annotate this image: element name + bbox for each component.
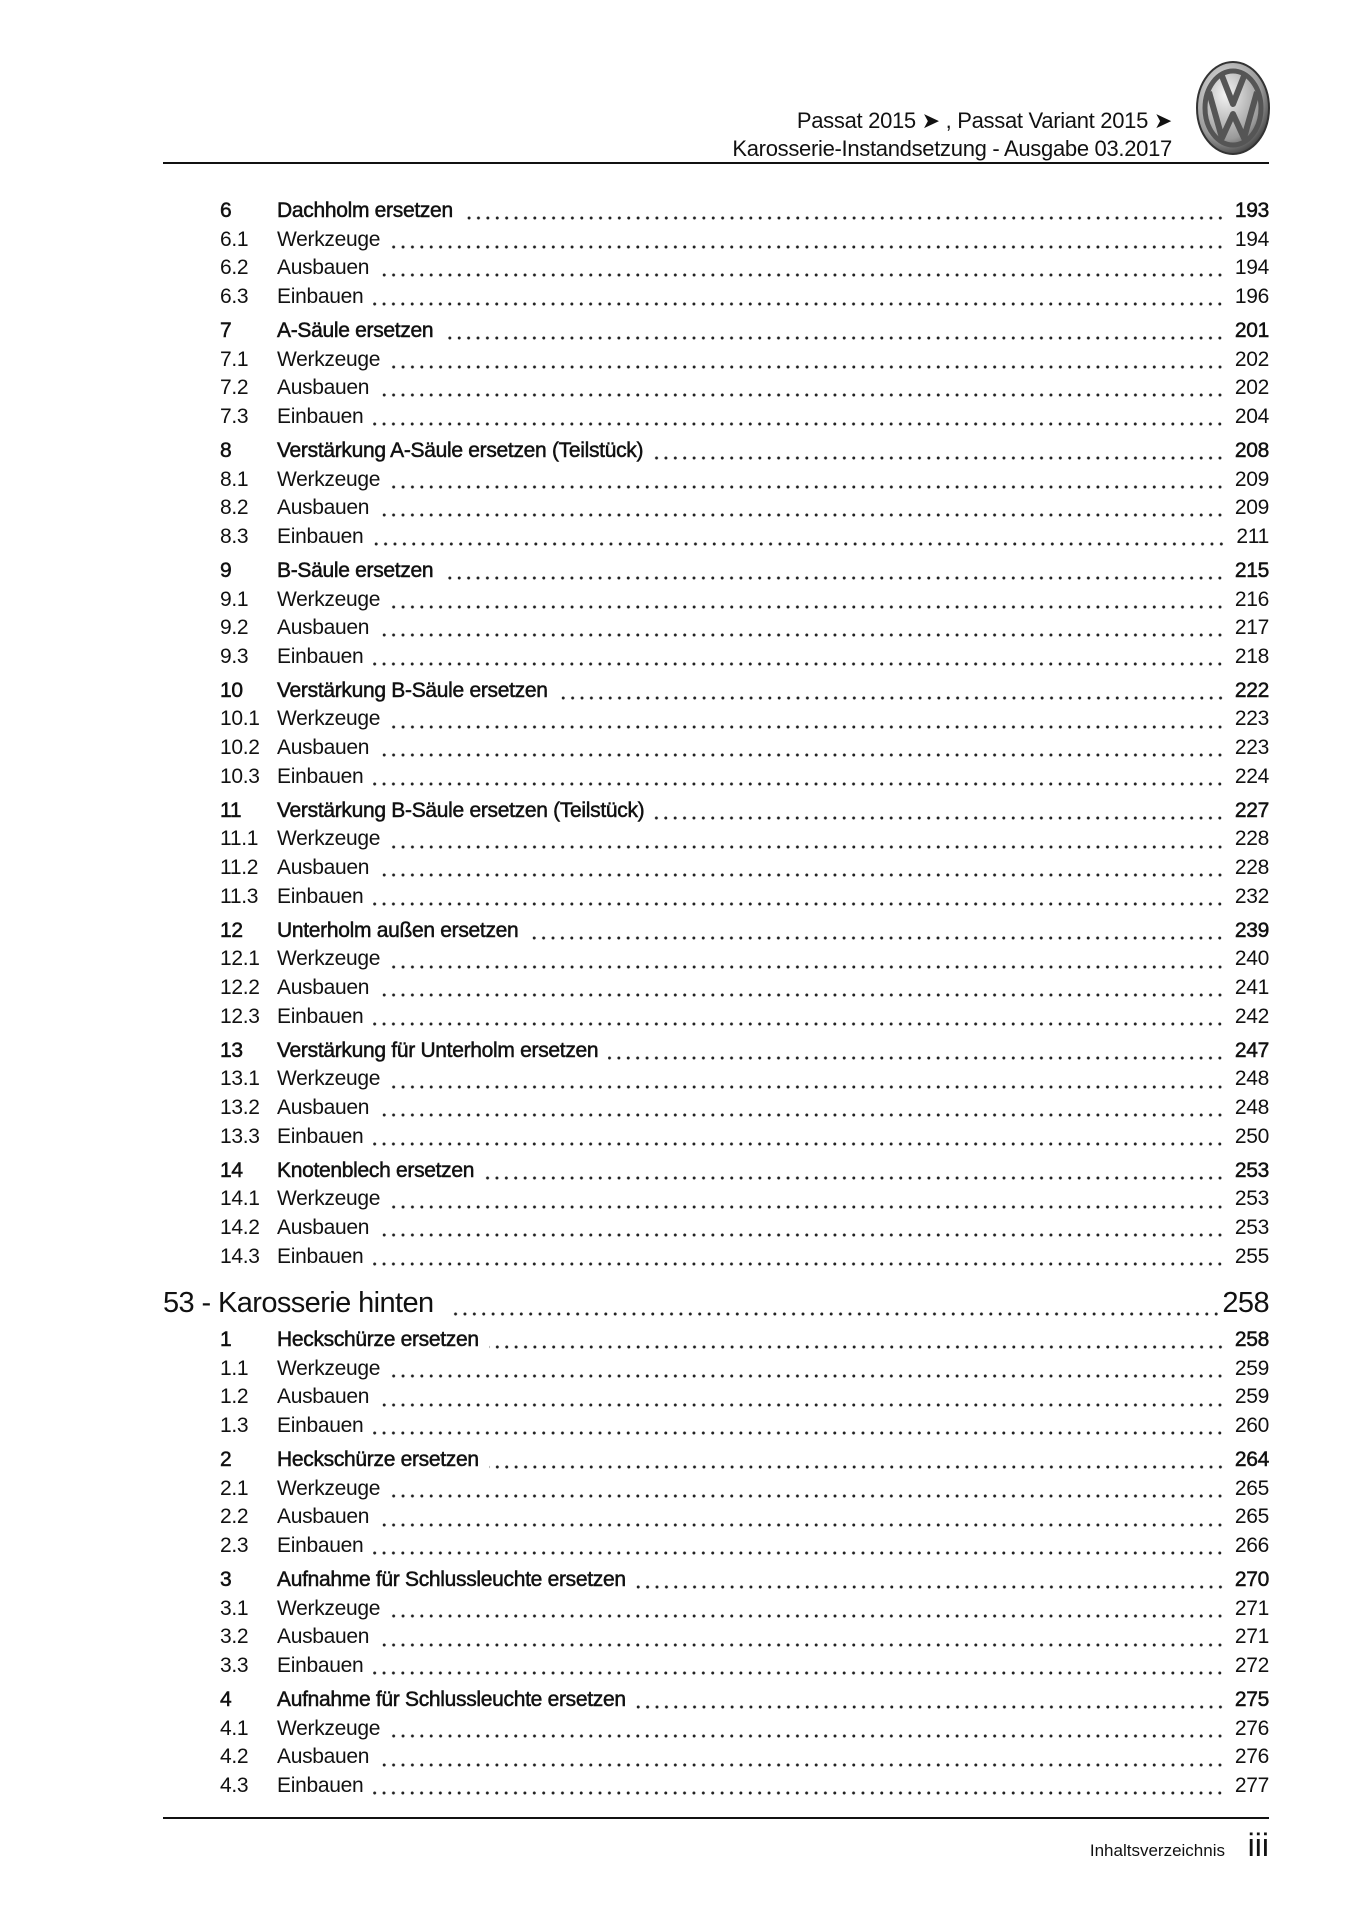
entry-page: 242 <box>1234 1004 1269 1028</box>
entry-page: 264 <box>1234 1448 1269 1472</box>
entry-number: 1.1 <box>220 1356 249 1380</box>
toc-subentry[interactable] <box>163 1005 1269 1034</box>
dot-leader <box>390 1373 1225 1379</box>
toc-group <box>163 439 1269 553</box>
toc-subentry[interactable] <box>163 228 1269 257</box>
entry-number: 12.2 <box>220 976 260 999</box>
entry-page: 241 <box>1234 976 1269 999</box>
footer-label: Inhaltsverzeichnis <box>1089 1841 1225 1860</box>
dot-leader <box>373 901 1225 907</box>
entry-number: 9 <box>220 558 232 582</box>
entry-title: Einbauen <box>277 284 364 308</box>
entry-title: Ausbauen <box>277 1095 370 1119</box>
entry-page: 224 <box>1234 764 1269 788</box>
entry-title: Werkzeuge <box>277 1067 381 1091</box>
toc-subentry[interactable] <box>163 616 1269 645</box>
dot-leader <box>373 1670 1225 1676</box>
entry-number: 4.3 <box>220 1773 249 1797</box>
toc-chapter-entry[interactable] <box>163 1448 1269 1477</box>
dot-leader <box>379 1232 1225 1238</box>
dot-leader <box>489 1344 1225 1350</box>
header-rule <box>163 162 1269 164</box>
entry-page: 259 <box>1234 1356 1269 1380</box>
entry-title: Werkzeuge <box>277 227 381 251</box>
entry-page: 228 <box>1234 856 1269 880</box>
dot-leader <box>373 1550 1225 1556</box>
entry-title: Ausbauen <box>277 1505 370 1529</box>
toc-subentry[interactable] <box>163 348 1269 377</box>
toc-chapter-entry[interactable] <box>163 1688 1269 1717</box>
toc-subentry[interactable] <box>163 1414 1269 1443</box>
entry-page: 202 <box>1234 376 1269 400</box>
entry-page: 271 <box>1234 1596 1269 1620</box>
entry-number: 3.1 <box>220 1596 249 1620</box>
entry-number: 12 <box>220 918 243 942</box>
entry-page: 202 <box>1234 347 1269 371</box>
toc-subentry[interactable] <box>163 1625 1269 1654</box>
entry-page: 250 <box>1234 1124 1269 1148</box>
entry-title: Werkzeuge <box>277 347 381 371</box>
dot-leader <box>443 335 1225 341</box>
toc-subentry[interactable] <box>163 645 1269 674</box>
entry-number: 6.3 <box>220 284 249 308</box>
toc-subentry[interactable] <box>163 976 1269 1005</box>
dot-leader <box>636 1584 1225 1590</box>
entry-page: 218 <box>1234 644 1269 668</box>
entry-page: 208 <box>1234 438 1269 462</box>
entry-title: Einbauen <box>277 644 364 668</box>
entry-number: 1.3 <box>220 1413 249 1437</box>
footer-rule <box>163 1817 1269 1819</box>
entry-title: Einbauen <box>277 1004 364 1028</box>
entry-number: 4 <box>220 1688 232 1712</box>
dot-leader <box>379 272 1225 278</box>
entry-page: 232 <box>1234 884 1269 908</box>
entry-page: 258 <box>1234 1328 1269 1352</box>
toc-chapter-entry[interactable] <box>163 1159 1269 1188</box>
toc-group <box>163 1039 1269 1153</box>
dot-leader <box>390 1493 1225 1499</box>
entry-title: Ausbauen <box>277 376 370 400</box>
entry-number: 11.2 <box>220 856 259 880</box>
toc-subentry[interactable] <box>163 1125 1269 1154</box>
dot-leader <box>390 1204 1225 1210</box>
dot-leader <box>379 1112 1225 1118</box>
entry-page: 247 <box>1234 1038 1269 1062</box>
entry-page: 265 <box>1234 1476 1269 1500</box>
entry-number: 11.1 <box>220 827 259 851</box>
entry-number: 12.3 <box>220 1004 260 1028</box>
toc-group <box>163 679 1269 793</box>
dot-leader <box>463 215 1225 221</box>
entry-number: 7.2 <box>220 376 249 400</box>
entry-page: 216 <box>1234 587 1269 611</box>
entry-title: Einbauen <box>277 1533 364 1557</box>
toc-group <box>163 559 1269 673</box>
entry-page: 223 <box>1234 736 1269 760</box>
toc-subentry[interactable] <box>163 1597 1269 1626</box>
toc-group <box>163 1448 1269 1562</box>
entry-title: Werkzeuge <box>277 1356 381 1380</box>
entry-title: Ausbauen <box>277 976 370 999</box>
toc-chapter-entry[interactable] <box>163 919 1269 948</box>
entry-title: Aufnahme für Schlussleuchte ersetzen <box>277 1688 626 1712</box>
entry-number: 2.1 <box>220 1476 249 1500</box>
entry-page: 253 <box>1234 1215 1269 1239</box>
entry-title: Einbauen <box>277 404 364 428</box>
dot-leader <box>390 844 1225 850</box>
entry-title: Einbauen <box>277 1773 364 1797</box>
entry-number: 10.3 <box>220 764 260 788</box>
entry-title: Werkzeuge <box>277 1596 381 1620</box>
entry-page: 260 <box>1234 1413 1269 1437</box>
toc-subentry[interactable] <box>163 1774 1269 1803</box>
toc-chapter-entry[interactable] <box>163 199 1269 228</box>
entry-page: 248 <box>1234 1095 1269 1119</box>
entry-title: Ausbauen <box>277 1625 370 1649</box>
entry-page: 255 <box>1234 1244 1269 1268</box>
entry-page: 223 <box>1234 707 1269 731</box>
dot-leader <box>373 421 1225 427</box>
toc-subentry[interactable] <box>163 1505 1269 1534</box>
entry-title: Einbauen <box>277 1244 364 1268</box>
dot-leader <box>379 752 1225 758</box>
entry-number: 9.3 <box>220 644 249 668</box>
dot-leader <box>484 1175 1225 1181</box>
entry-page: 194 <box>1234 227 1269 251</box>
entry-number: 9.2 <box>220 616 249 640</box>
entry-number: 8.2 <box>220 496 249 520</box>
entry-page: 204 <box>1234 404 1269 428</box>
toc-subentry[interactable] <box>163 1717 1269 1746</box>
entry-title: Verstärkung B-Säule ersetzen <box>277 678 548 702</box>
toc-group <box>163 1159 1269 1273</box>
entry-page: 275 <box>1234 1688 1269 1712</box>
toc-chapter-entry[interactable] <box>163 1039 1269 1068</box>
entry-number: 13.3 <box>220 1124 260 1148</box>
entry-number: 14.2 <box>220 1215 260 1239</box>
entry-title: Ausbauen <box>277 1215 370 1239</box>
entry-page: 222 <box>1234 678 1269 702</box>
entry-number: 10.1 <box>220 707 260 731</box>
entry-page: 215 <box>1234 558 1269 582</box>
entry-title: Ausbauen <box>277 1385 370 1409</box>
toc-chapter-entry[interactable] <box>163 439 1269 468</box>
entry-number: 4.1 <box>220 1716 249 1740</box>
dot-leader <box>390 244 1225 250</box>
entry-page: 239 <box>1234 918 1269 942</box>
entry-number: 9.1 <box>220 587 249 611</box>
toc-subentry[interactable] <box>163 947 1269 976</box>
toc-subentry[interactable] <box>163 827 1269 856</box>
entry-title: Einbauen <box>277 884 364 908</box>
toc-group <box>163 319 1269 433</box>
dot-leader <box>379 872 1225 878</box>
toc-chapter-entry[interactable] <box>163 1568 1269 1597</box>
dot-leader <box>373 1021 1225 1027</box>
dot-leader <box>390 364 1225 370</box>
dot-leader <box>373 1141 1225 1147</box>
toc-subentry[interactable] <box>163 376 1269 405</box>
entry-page: 271 <box>1234 1625 1269 1649</box>
dot-leader <box>390 484 1225 490</box>
entry-page: 201 <box>1234 318 1269 342</box>
entry-title: Werkzeuge <box>277 467 381 491</box>
dot-leader <box>379 992 1225 998</box>
entry-title: Ausbauen <box>277 256 370 280</box>
dot-leader <box>373 541 1226 547</box>
toc-subentry[interactable] <box>163 468 1269 497</box>
table-of-contents <box>163 199 1269 1808</box>
entry-title: Verstärkung B-Säule ersetzen (Teilstück) <box>277 798 645 822</box>
toc-subentry[interactable] <box>163 256 1269 285</box>
entry-page: 228 <box>1234 827 1269 851</box>
toc-subentry[interactable] <box>163 1216 1269 1245</box>
entry-number: 14 <box>220 1158 243 1182</box>
entry-page: 259 <box>1234 1385 1269 1409</box>
entry-number: 6.1 <box>220 227 249 251</box>
entry-title: Unterholm außen ersetzen <box>277 918 519 942</box>
toc-subentry[interactable] <box>163 405 1269 434</box>
entry-title: Einbauen <box>277 524 364 548</box>
dot-leader <box>489 1464 1225 1470</box>
entry-number: 1 <box>220 1328 232 1352</box>
dot-leader <box>373 301 1225 307</box>
entry-page: 276 <box>1234 1716 1269 1740</box>
dot-leader <box>373 1790 1225 1796</box>
entry-number: 10.2 <box>220 736 260 760</box>
toc-section-heading[interactable] <box>163 1287 1269 1327</box>
toc-subentry[interactable] <box>163 856 1269 885</box>
toc-group <box>163 1688 1269 1802</box>
entry-title: Einbauen <box>277 1653 364 1677</box>
dot-leader <box>379 1402 1225 1408</box>
entry-title: Aufnahme für Schlussleuchte ersetzen <box>277 1568 626 1592</box>
dot-leader <box>636 1704 1225 1710</box>
entry-title: Einbauen <box>277 764 364 788</box>
entry-number: 3 <box>220 1568 232 1592</box>
toc-subentry[interactable] <box>163 285 1269 314</box>
entry-title: A-Säule ersetzen <box>277 318 434 342</box>
dot-leader <box>379 392 1225 398</box>
toc-chapter-entry[interactable] <box>163 799 1269 828</box>
dot-leader <box>373 661 1225 667</box>
toc-group <box>163 1328 1269 1442</box>
toc-group <box>163 799 1269 913</box>
entry-title: Werkzeuge <box>277 1716 381 1740</box>
dot-leader <box>379 632 1225 638</box>
toc-chapter-entry[interactable] <box>163 679 1269 708</box>
entry-title: Werkzeuge <box>277 947 381 971</box>
dot-leader <box>653 455 1225 461</box>
toc-subentry[interactable] <box>163 1245 1269 1274</box>
dot-leader <box>379 1642 1225 1648</box>
entry-number: 6 <box>220 199 232 222</box>
entry-number: 7.3 <box>220 404 249 428</box>
entry-number: 7 <box>220 318 232 342</box>
dot-leader <box>390 1084 1225 1090</box>
entry-page: 276 <box>1234 1745 1269 1769</box>
dot-leader <box>390 1613 1225 1619</box>
entry-page: 217 <box>1234 616 1269 640</box>
entry-title: Verstärkung für Unterholm ersetzen <box>277 1038 599 1062</box>
entry-page: 193 <box>1234 199 1269 222</box>
toc-chapter-entry[interactable] <box>163 1328 1269 1357</box>
dot-leader <box>528 935 1224 941</box>
entry-title: Verstärkung A-Säule ersetzen (Teilstück) <box>277 438 644 462</box>
vw-logo-icon <box>1195 60 1271 156</box>
dot-leader <box>379 1762 1225 1768</box>
dot-leader <box>448 1311 1221 1317</box>
toc-group <box>163 1568 1269 1682</box>
entry-page: 240 <box>1234 947 1269 971</box>
entry-number: 13.1 <box>220 1067 260 1091</box>
footer-page-number: iii <box>1247 1827 1269 1863</box>
dot-leader <box>390 604 1225 610</box>
entry-number: 13 <box>220 1038 243 1062</box>
entry-title: Werkzeuge <box>277 1476 381 1500</box>
dot-leader <box>373 1430 1225 1436</box>
entry-title: Dachholm ersetzen <box>277 199 453 222</box>
entry-page: 227 <box>1234 798 1269 822</box>
entry-title: Werkzeuge <box>277 1187 381 1211</box>
entry-number: 1.2 <box>220 1385 249 1409</box>
entry-page: 196 <box>1234 284 1269 308</box>
entry-number: 10 <box>220 678 243 702</box>
entry-number: 14.1 <box>220 1187 260 1211</box>
toc-subentry[interactable] <box>163 1534 1269 1563</box>
dot-leader <box>390 724 1225 730</box>
entry-number: 3.3 <box>220 1653 249 1677</box>
dot-leader <box>379 512 1225 518</box>
toc-subentry[interactable] <box>163 1745 1269 1774</box>
toc-subentry[interactable] <box>163 885 1269 914</box>
entry-page: 277 <box>1234 1773 1269 1797</box>
toc-subentry[interactable] <box>163 1654 1269 1683</box>
entry-title: Werkzeuge <box>277 587 381 611</box>
entry-number: 12.1 <box>220 947 260 971</box>
toc-subentry[interactable] <box>163 1096 1269 1125</box>
entry-number: 13.2 <box>220 1095 260 1119</box>
entry-title: Werkzeuge <box>277 827 381 851</box>
entry-number: 11.3 <box>220 884 259 908</box>
entry-page: 248 <box>1234 1067 1269 1091</box>
toc-subentry[interactable] <box>163 525 1269 554</box>
toc-subentry[interactable] <box>163 707 1269 736</box>
entry-number: 2.2 <box>220 1505 249 1529</box>
entry-title: Ausbauen <box>277 616 370 640</box>
toc-subentry[interactable] <box>163 1187 1269 1216</box>
entry-title: Heckschürze ersetzen <box>277 1328 479 1352</box>
toc-chapter-entry[interactable] <box>163 559 1269 588</box>
entry-page: 253 <box>1234 1187 1269 1211</box>
dot-leader <box>390 964 1225 970</box>
entry-number: 6.2 <box>220 256 249 280</box>
toc-subentry[interactable] <box>163 1357 1269 1386</box>
entry-number: 14.3 <box>220 1244 260 1268</box>
entry-number: 7.1 <box>220 347 249 371</box>
entry-title: Einbauen <box>277 1413 364 1437</box>
dot-leader <box>654 815 1225 821</box>
entry-title: Ausbauen <box>277 736 370 760</box>
dot-leader <box>558 695 1225 701</box>
header-manual-title: Karosserie-Instandsetzung - Ausgabe 03.2017 <box>732 136 1172 161</box>
toc-group <box>163 919 1269 1033</box>
entry-page: 253 <box>1234 1158 1269 1182</box>
toc-subentry[interactable] <box>163 1385 1269 1414</box>
toc-subentry[interactable] <box>163 1477 1269 1506</box>
entry-title: Werkzeuge <box>277 707 381 731</box>
header-vehicle-models: Passat 2015 ➤ , Passat Variant 2015 ➤ <box>796 108 1172 133</box>
entry-page: 265 <box>1234 1505 1269 1529</box>
entry-title: Ausbauen <box>277 1745 370 1769</box>
entry-page: 211 <box>1236 524 1269 548</box>
dot-leader <box>443 575 1225 581</box>
dot-leader <box>379 1522 1225 1528</box>
entry-title: Ausbauen <box>277 856 370 880</box>
entry-number: 8.1 <box>220 467 249 491</box>
toc-subentry[interactable] <box>163 496 1269 525</box>
section-page: 258 <box>1222 1287 1269 1320</box>
entry-number: 8 <box>220 438 232 462</box>
entry-number: 2.3 <box>220 1533 249 1557</box>
entry-title: B-Säule ersetzen <box>277 558 434 582</box>
dot-leader <box>390 1733 1225 1739</box>
toc-subentry[interactable] <box>163 736 1269 765</box>
entry-page: 270 <box>1234 1568 1269 1592</box>
entry-page: 194 <box>1234 256 1269 280</box>
entry-title: Ausbauen <box>277 496 370 520</box>
entry-title: Knotenblech ersetzen <box>277 1158 475 1182</box>
entry-number: 3.2 <box>220 1625 249 1649</box>
toc-subentry[interactable] <box>163 1067 1269 1096</box>
toc-group <box>163 199 1269 313</box>
entry-number: 11 <box>220 798 242 822</box>
section-title: 53 - Karosserie hinten <box>163 1287 434 1320</box>
entry-title: Heckschürze ersetzen <box>277 1448 479 1472</box>
entry-title: Einbauen <box>277 1124 364 1148</box>
entry-page: 272 <box>1234 1653 1269 1677</box>
entry-number: 2 <box>220 1448 232 1472</box>
entry-page: 209 <box>1234 496 1269 520</box>
entry-page: 209 <box>1234 467 1269 491</box>
dot-leader <box>373 1261 1225 1267</box>
dot-leader <box>608 1055 1225 1061</box>
dot-leader <box>373 781 1225 787</box>
toc-chapter-entry[interactable] <box>163 319 1269 348</box>
toc-subentry[interactable] <box>163 765 1269 794</box>
toc-subentry[interactable] <box>163 588 1269 617</box>
entry-number: 4.2 <box>220 1745 249 1769</box>
entry-page: 266 <box>1234 1533 1269 1557</box>
entry-number: 8.3 <box>220 524 249 548</box>
